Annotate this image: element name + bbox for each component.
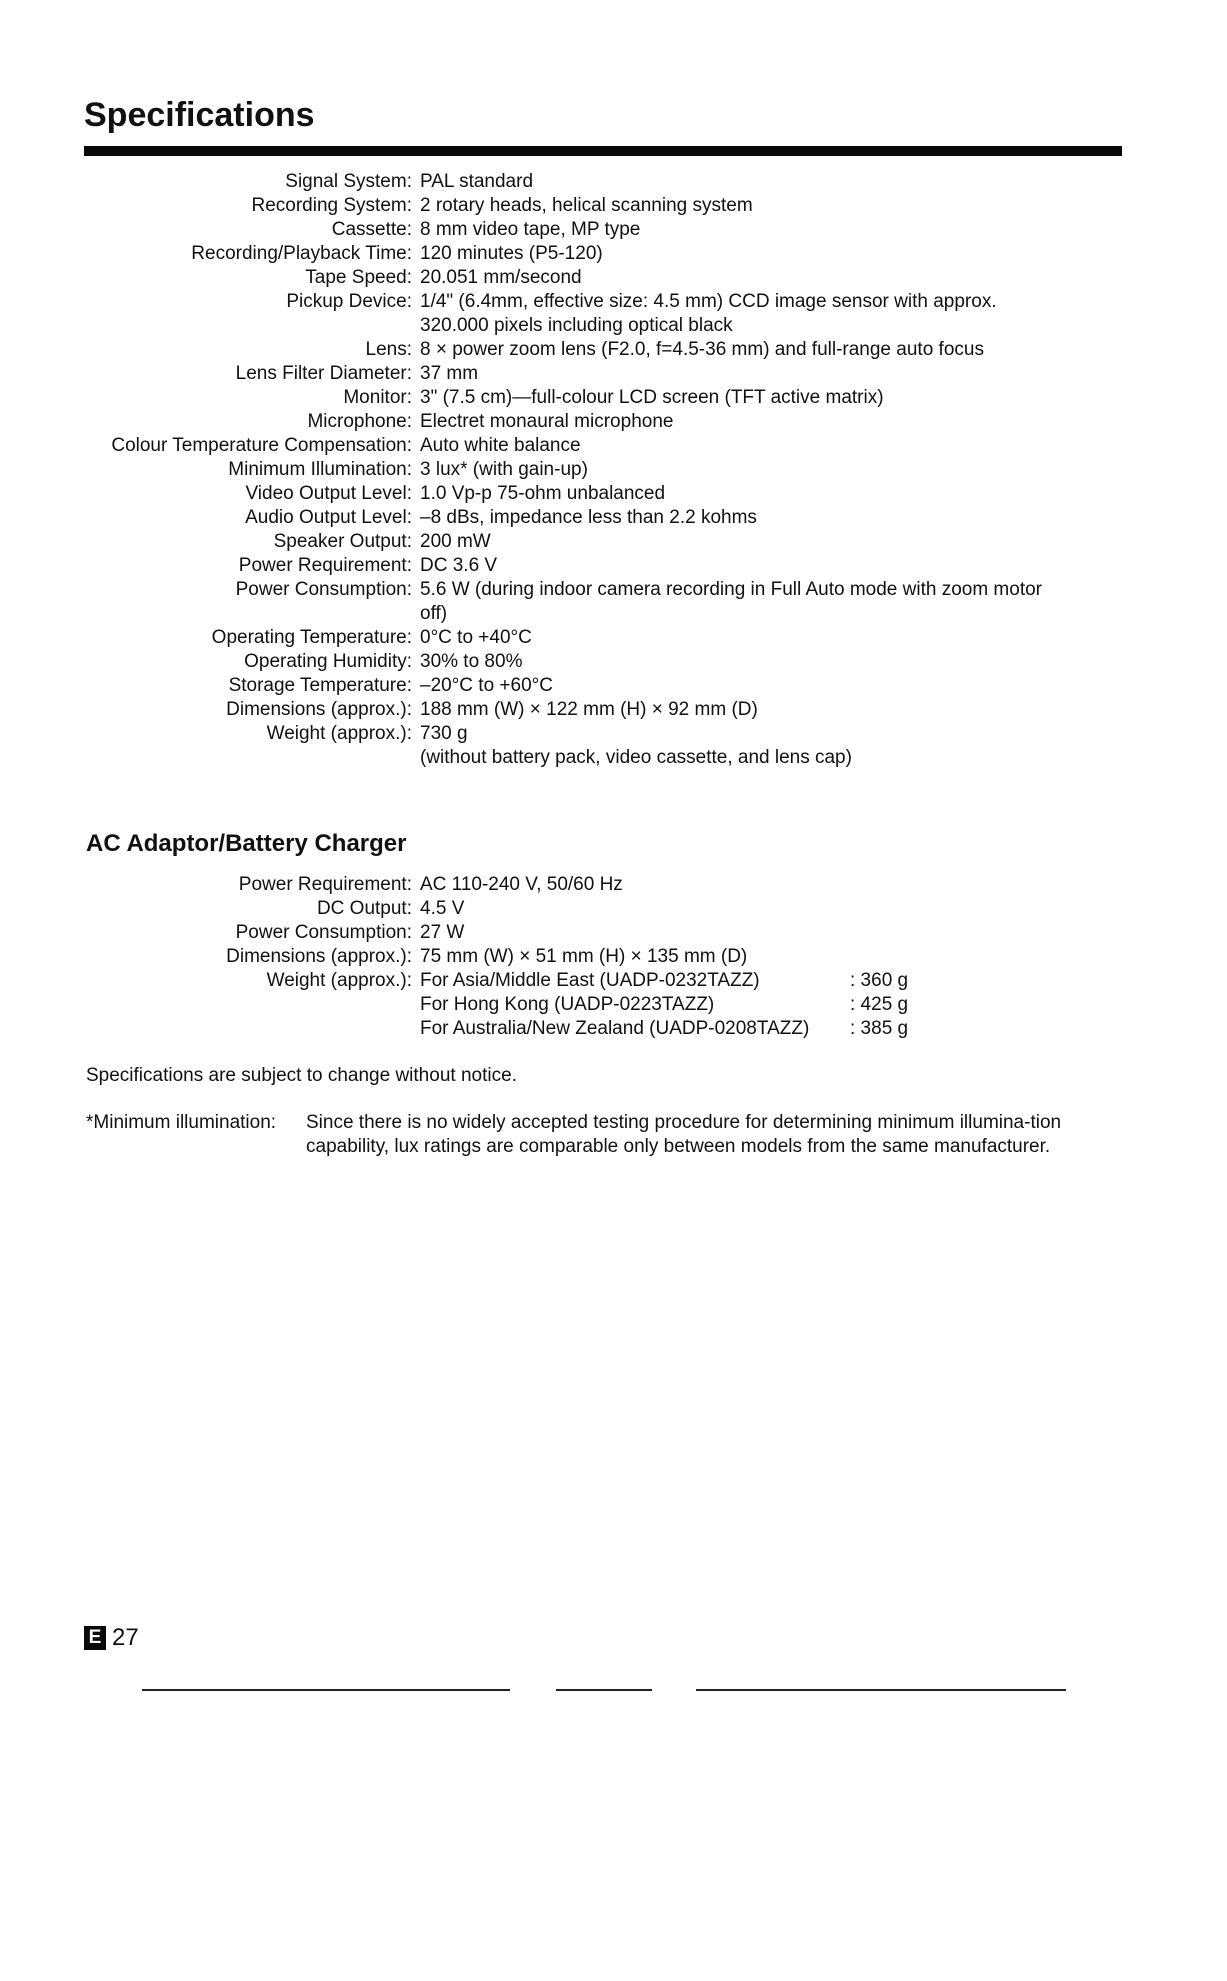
spec-row bbox=[0, 266, 1227, 290]
spec-value bbox=[420, 218, 1227, 242]
spec-value-line: 8 × power zoom lens (F2.0, f=4.5-36 mm) and full-range auto focus bbox=[420, 339, 984, 360]
spec-row bbox=[0, 897, 1227, 921]
spec-label: Signal System: bbox=[285, 171, 412, 192]
page-number: 27 bbox=[112, 1624, 139, 1651]
spec-label: Dimensions (approx.): bbox=[226, 699, 412, 720]
charger-spec-table bbox=[0, 873, 1227, 1041]
spec-label: Tape Speed: bbox=[305, 267, 412, 288]
spec-label: Recording/Playback Time: bbox=[191, 243, 412, 264]
spec-value-line: PAL standard bbox=[420, 171, 534, 192]
weight-entry bbox=[420, 1017, 1127, 1041]
spec-value-line: 20.051 mm/second bbox=[420, 267, 582, 288]
spec-value bbox=[420, 969, 1227, 1041]
spec-value-line: 320.000 pixels including optical black bbox=[420, 315, 733, 336]
weight-value: : 385 g bbox=[850, 1018, 909, 1039]
spec-value bbox=[420, 458, 1227, 482]
spec-row bbox=[0, 650, 1227, 674]
change-notice: Specifications are subject to change without notice. bbox=[86, 1065, 517, 1086]
spec-label: Audio Output Level: bbox=[245, 507, 412, 528]
spec-value bbox=[420, 506, 1227, 530]
spec-value-line: 200 mW bbox=[420, 531, 491, 552]
spec-row bbox=[0, 410, 1227, 434]
spec-row bbox=[0, 873, 1227, 897]
weight-region: For Hong Kong (UADP-0223TAZZ) bbox=[420, 994, 715, 1015]
spec-label: Operating Temperature: bbox=[211, 627, 412, 648]
spec-row bbox=[0, 482, 1227, 506]
spec-row bbox=[0, 218, 1227, 242]
spec-value bbox=[420, 698, 1227, 722]
spec-label: Lens Filter Diameter: bbox=[235, 363, 412, 384]
spec-value-line: off) bbox=[420, 603, 448, 624]
footnote bbox=[86, 1111, 1126, 1159]
spec-row bbox=[0, 434, 1227, 458]
spec-value bbox=[420, 194, 1227, 218]
spec-label: Cassette: bbox=[331, 219, 412, 240]
spec-value-line: Electret monaural microphone bbox=[420, 411, 674, 432]
weight-region: For Asia/Middle East (UADP-0232TAZZ) bbox=[420, 970, 760, 991]
spec-label: Speaker Output: bbox=[273, 531, 412, 552]
weight-entry bbox=[420, 993, 1127, 1017]
spec-value-line: 730 g bbox=[420, 723, 468, 744]
spec-value bbox=[420, 722, 1227, 770]
spec-label: Microphone: bbox=[307, 411, 412, 432]
spec-value-line: 2 rotary heads, helical scanning system bbox=[420, 195, 753, 216]
spec-row bbox=[0, 530, 1227, 554]
spec-value bbox=[420, 626, 1227, 650]
spec-label: Operating Humidity: bbox=[244, 651, 412, 672]
spec-label: Video Output Level: bbox=[245, 483, 412, 504]
spec-value bbox=[420, 434, 1227, 458]
spec-row bbox=[0, 578, 1227, 626]
spec-label: Monitor: bbox=[343, 387, 412, 408]
footer-rule bbox=[556, 1689, 652, 1691]
page-footer bbox=[84, 1624, 139, 1652]
spec-value-line: DC 3.6 V bbox=[420, 555, 498, 576]
spec-value-line: 30% to 80% bbox=[420, 651, 523, 672]
spec-label: Power Consumption: bbox=[235, 922, 412, 943]
spec-row bbox=[0, 386, 1227, 410]
spec-value-line: 188 mm (W) × 122 mm (H) × 92 mm (D) bbox=[420, 699, 758, 720]
spec-value: AC 110-240 V, 50/60 Hz bbox=[420, 874, 623, 895]
weight-region: For Australia/New Zealand (UADP-0208TAZZ) bbox=[420, 1018, 810, 1039]
spec-label: Storage Temperature: bbox=[228, 675, 412, 696]
spec-row bbox=[0, 362, 1227, 386]
spec-label: DC Output: bbox=[316, 898, 412, 919]
spec-row bbox=[0, 338, 1227, 362]
spec-row bbox=[0, 194, 1227, 218]
spec-label: Weight (approx.): bbox=[266, 723, 412, 744]
spec-value bbox=[420, 242, 1227, 266]
spec-value-line: –8 dBs, impedance less than 2.2 kohms bbox=[420, 507, 757, 528]
spec-value bbox=[420, 338, 1227, 362]
weight-value: : 425 g bbox=[850, 994, 909, 1015]
spec-value bbox=[420, 530, 1227, 554]
spec-value-line: 8 mm video tape, MP type bbox=[420, 219, 641, 240]
spec-row-weight bbox=[0, 969, 1227, 1041]
spec-value bbox=[420, 170, 1227, 194]
spec-label: Lens: bbox=[365, 339, 412, 360]
footer-rule bbox=[142, 1689, 510, 1691]
spec-value-line: 3" (7.5 cm)—full-colour LCD screen (TFT active matrix) bbox=[420, 387, 884, 408]
spec-label: Power Requirement: bbox=[238, 555, 412, 576]
spec-row bbox=[0, 698, 1227, 722]
spec-value: 4.5 V bbox=[420, 898, 465, 919]
spec-value-line: 1/4" (6.4mm, effective size: 4.5 mm) CCD image sensor with approx. bbox=[420, 291, 997, 312]
spec-value-line: (without battery pack, video cassette, and lens cap) bbox=[420, 747, 852, 768]
title-rule bbox=[84, 146, 1122, 156]
spec-row bbox=[0, 290, 1227, 338]
language-badge: E bbox=[84, 1626, 106, 1650]
spec-row bbox=[0, 506, 1227, 530]
spec-row bbox=[0, 626, 1227, 650]
spec-value-line: 120 minutes (P5-120) bbox=[420, 243, 603, 264]
spec-row bbox=[0, 458, 1227, 482]
spec-value-line: 5.6 W (during indoor camera recording in Full Auto mode with zoom motor bbox=[420, 579, 1042, 600]
spec-label: Dimensions (approx.): bbox=[226, 946, 412, 967]
spec-label: Colour Temperature Compensation: bbox=[111, 435, 412, 456]
spec-value-line: Auto white balance bbox=[420, 435, 581, 456]
spec-value bbox=[420, 266, 1227, 290]
spec-label: Weight (approx.): bbox=[266, 970, 412, 991]
spec-label: Recording System: bbox=[251, 195, 412, 216]
footer-rule bbox=[696, 1689, 1066, 1691]
spec-row bbox=[0, 945, 1227, 969]
footnote-text: Since there is no widely accepted testing procedure for determining minimum illumina-tion capability, lux ratings are comparable only between models from the same manufacturer. bbox=[306, 1112, 1062, 1157]
spec-label: Minimum Illumination: bbox=[228, 459, 412, 480]
spec-value-line: 3 lux* (with gain-up) bbox=[420, 459, 588, 480]
spec-value: 27 W bbox=[420, 922, 465, 943]
spec-value-line: 0°C to +40°C bbox=[420, 627, 532, 648]
spec-value bbox=[420, 290, 1227, 338]
spec-value bbox=[420, 578, 1227, 626]
spec-value bbox=[420, 386, 1227, 410]
weight-entry bbox=[420, 969, 1127, 993]
spec-row bbox=[0, 170, 1227, 194]
spec-value bbox=[420, 674, 1227, 698]
spec-label: Power Consumption: bbox=[235, 579, 412, 600]
page-title: Specifications bbox=[84, 96, 315, 134]
footnote-label: *Minimum illumination: bbox=[86, 1112, 277, 1133]
main-spec-table bbox=[0, 170, 1227, 770]
spec-row bbox=[0, 554, 1227, 578]
spec-row bbox=[0, 242, 1227, 266]
spec-value-line: 1.0 Vp-p 75-ohm unbalanced bbox=[420, 483, 666, 504]
spec-label: Power Requirement: bbox=[238, 874, 412, 895]
spec-row bbox=[0, 674, 1227, 698]
spec-row bbox=[0, 722, 1227, 770]
spec-value bbox=[420, 410, 1227, 434]
spec-value: 75 mm (W) × 51 mm (H) × 135 mm (D) bbox=[420, 946, 748, 967]
spec-value bbox=[420, 554, 1227, 578]
spec-value bbox=[420, 482, 1227, 506]
spec-value-line: 37 mm bbox=[420, 363, 479, 384]
spec-label: Pickup Device: bbox=[286, 291, 412, 312]
weight-value: : 360 g bbox=[850, 970, 909, 991]
spec-value bbox=[420, 650, 1227, 674]
spec-value-line: –20°C to +60°C bbox=[420, 675, 553, 696]
spec-value bbox=[420, 362, 1227, 386]
charger-heading: AC Adaptor/Battery Charger bbox=[86, 830, 407, 857]
spec-row bbox=[0, 921, 1227, 945]
